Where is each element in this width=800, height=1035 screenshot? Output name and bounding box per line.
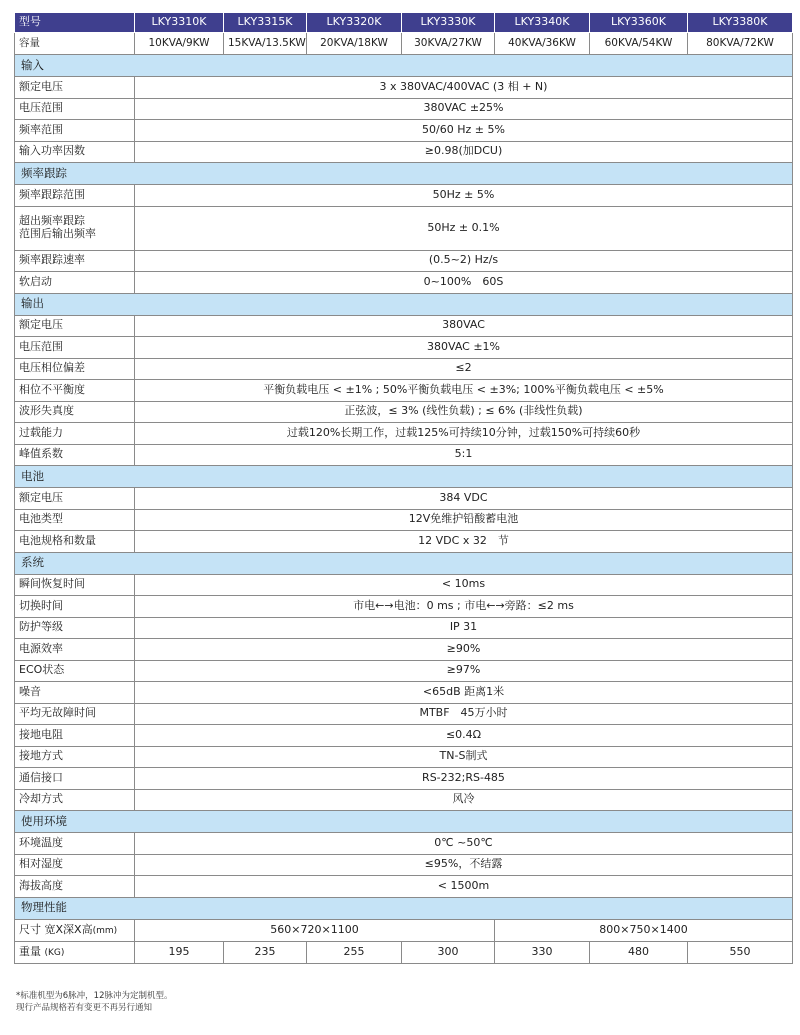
- spec-row: [15, 596, 793, 618]
- spec-label-line: 超出频率跟踪: [19, 214, 85, 228]
- spec-value: TN-S制式: [135, 746, 793, 768]
- spec-label: [15, 185, 135, 207]
- spec-value: 380VAC ±25%: [135, 98, 793, 120]
- spec-value: < 1500m: [135, 876, 793, 898]
- spec-label: [15, 380, 135, 402]
- spec-label: [15, 272, 135, 294]
- spec-value: 过载120%长期工作，过载125%可持续10分钟，过载150%可持续60秒: [135, 423, 793, 445]
- size-label: 尺寸 宽X深X高(mm): [15, 919, 135, 941]
- spec-row: [15, 315, 793, 337]
- spec-label-line: 额定电压: [19, 79, 63, 93]
- section-header: [15, 55, 793, 77]
- capacity-row: [15, 33, 793, 55]
- spec-row: [15, 250, 793, 272]
- spec-label: [15, 315, 135, 337]
- spec-value: 384 VDC: [135, 488, 793, 510]
- spec-value: 380VAC ±1%: [135, 337, 793, 359]
- spec-label: [15, 574, 135, 596]
- spec-value: IP 31: [135, 617, 793, 639]
- model-label: 型号: [15, 13, 135, 33]
- footnote-line: *标准机型为6脉冲，12脉冲为定制机型。: [16, 991, 173, 1001]
- spec-label: [15, 596, 135, 618]
- section-title: 系统: [15, 552, 793, 574]
- spec-label: [15, 531, 135, 553]
- spec-label-line: 噪音: [19, 684, 41, 698]
- spec-label-line: 电池规格和数量: [19, 533, 96, 547]
- spec-label-line: 频率范围: [19, 122, 63, 136]
- spec-value: RS-232;RS-485: [135, 768, 793, 790]
- spec-label: [15, 617, 135, 639]
- spec-label-line: 额定电压: [19, 318, 63, 332]
- spec-label: [15, 876, 135, 898]
- spec-label: [15, 206, 135, 250]
- spec-label-line: 防护等级: [19, 620, 63, 634]
- capacity-value: 80KVA/72KW: [688, 33, 793, 55]
- spec-label-line: 接地方式: [19, 749, 63, 763]
- spec-label-line: 通信接口: [19, 770, 63, 784]
- model-name: LKY3360K: [590, 13, 688, 33]
- spec-row: [15, 833, 793, 855]
- spec-label: [15, 768, 135, 790]
- spec-row: [15, 272, 793, 294]
- spec-value: 50/60 Hz ± 5%: [135, 120, 793, 142]
- spec-label-line: 相位不平衡度: [19, 382, 85, 396]
- model-name: LKY3330K: [402, 13, 495, 33]
- spec-row: [15, 574, 793, 596]
- capacity-value: 20KVA/18KW: [307, 33, 402, 55]
- section-title: 使用环境: [15, 811, 793, 833]
- spec-row: [15, 746, 793, 768]
- section-title: 电池: [15, 466, 793, 488]
- spec-row: [15, 617, 793, 639]
- weight-row: [15, 941, 793, 963]
- spec-value: 3 x 380VAC/400VAC (3 相 + N): [135, 77, 793, 99]
- spec-row: [15, 682, 793, 704]
- spec-table: [14, 12, 793, 964]
- spec-row: [15, 531, 793, 553]
- footnote: [16, 990, 172, 1014]
- spec-row: [15, 703, 793, 725]
- spec-value: 风冷: [135, 789, 793, 811]
- spec-row: [15, 660, 793, 682]
- spec-row: [15, 876, 793, 898]
- spec-value: 0~100% 60S: [135, 272, 793, 294]
- spec-label: [15, 98, 135, 120]
- section-title: 输出: [15, 293, 793, 315]
- spec-value: 0℃ ~50℃: [135, 833, 793, 855]
- spec-row: [15, 185, 793, 207]
- spec-value: 市电←→电池：0 ms ; 市电←→旁路：≤2 ms: [135, 596, 793, 618]
- model-name: LKY3380K: [688, 13, 793, 33]
- spec-label-line: 额定电压: [19, 490, 63, 504]
- capacity-value: 10KVA/9KW: [135, 33, 224, 55]
- spec-label: [15, 725, 135, 747]
- spec-label-line: ECO状态: [19, 663, 65, 677]
- section-header: [15, 552, 793, 574]
- spec-label: [15, 682, 135, 704]
- spec-row: [15, 423, 793, 445]
- spec-row: [15, 488, 793, 510]
- spec-label: [15, 833, 135, 855]
- spec-label: [15, 77, 135, 99]
- spec-label-line: 波形失真度: [19, 404, 74, 418]
- model-name: LKY3340K: [495, 13, 590, 33]
- spec-label-line: 平均无故障时间: [19, 706, 96, 720]
- spec-value: (0.5~2) Hz/s: [135, 250, 793, 272]
- spec-label-line: 瞬间恢复时间: [19, 577, 85, 591]
- spec-label: [15, 660, 135, 682]
- spec-value: 正弦波，≤ 3% (线性负载) ; ≤ 6% (非线性负载): [135, 401, 793, 423]
- section-title: 频率跟踪: [15, 163, 793, 185]
- spec-row: [15, 768, 793, 790]
- weight-value: 255: [307, 941, 402, 963]
- spec-label: [15, 703, 135, 725]
- spec-label: [15, 337, 135, 359]
- spec-label-line: 峰值系数: [19, 447, 63, 461]
- model-name: LKY3315K: [224, 13, 307, 33]
- spec-value: ≤2: [135, 358, 793, 380]
- footnote-line: 现行产品规格若有变更不再另行通知: [16, 1003, 153, 1013]
- spec-label: [15, 789, 135, 811]
- model-name: LKY3320K: [307, 13, 402, 33]
- section-header: [15, 897, 793, 919]
- section-header: [15, 811, 793, 833]
- spec-label: [15, 854, 135, 876]
- spec-label-line: 电压相位偏差: [19, 361, 85, 375]
- spec-row: [15, 401, 793, 423]
- spec-value: MTBF 45万小时: [135, 703, 793, 725]
- spec-label-line: 电池类型: [19, 512, 63, 526]
- capacity-value: 30KVA/27KW: [402, 33, 495, 55]
- spec-label: [15, 509, 135, 531]
- spec-label-line: 范围后输出频率: [19, 227, 96, 240]
- spec-label: [15, 120, 135, 142]
- section-header: [15, 293, 793, 315]
- section-title: 物理性能: [15, 897, 793, 919]
- spec-row: [15, 444, 793, 466]
- spec-row: [15, 789, 793, 811]
- weight-label: 重量 (KG): [15, 941, 135, 963]
- spec-label-line: 电压范围: [19, 101, 63, 115]
- spec-label-line: 接地电阻: [19, 727, 63, 741]
- spec-value: ≤95%，不结露: [135, 854, 793, 876]
- model-name: LKY3310K: [135, 13, 224, 33]
- size-large: 800×750×1400: [495, 919, 793, 941]
- spec-label-line: 电源效率: [19, 641, 63, 655]
- spec-label-line: 频率跟踪范围: [19, 187, 85, 201]
- spec-label-line: 相对湿度: [19, 857, 63, 871]
- size-small: 560×720×1100: [135, 919, 495, 941]
- spec-label-line: 输入功率因数: [19, 144, 85, 158]
- spec-label-line: 频率跟踪速率: [19, 253, 85, 267]
- spec-row: [15, 854, 793, 876]
- spec-value: 50Hz ± 5%: [135, 185, 793, 207]
- spec-label-line: 冷却方式: [19, 792, 63, 806]
- capacity-label: 容量: [15, 33, 135, 55]
- spec-row: [15, 206, 793, 250]
- spec-label: [15, 423, 135, 445]
- spec-label-line: 电压范围: [19, 339, 63, 353]
- spec-value: 平衡负载电压 < ±1% ; 50%平衡负载电压 < ±3%; 100%平衡负载电压 < ±5%: [135, 380, 793, 402]
- spec-label: [15, 358, 135, 380]
- spec-row: [15, 141, 793, 163]
- capacity-value: 15KVA/13.5KW: [224, 33, 307, 55]
- spec-value: ≥90%: [135, 639, 793, 661]
- spec-label-line: 切换时间: [19, 598, 63, 612]
- spec-value: ≥97%: [135, 660, 793, 682]
- spec-label: [15, 488, 135, 510]
- capacity-value: 40KVA/36KW: [495, 33, 590, 55]
- spec-value: 380VAC: [135, 315, 793, 337]
- spec-label: [15, 250, 135, 272]
- spec-value: 5:1: [135, 444, 793, 466]
- spec-row: [15, 725, 793, 747]
- spec-label-line: 环境温度: [19, 835, 63, 849]
- spec-label: [15, 401, 135, 423]
- spec-row: [15, 77, 793, 99]
- spec-row: [15, 639, 793, 661]
- spec-value: ≥0.98(加DCU): [135, 141, 793, 163]
- spec-value: < 10ms: [135, 574, 793, 596]
- spec-value: 12 VDC x 32 节: [135, 531, 793, 553]
- size-row: [15, 919, 793, 941]
- weight-value: 235: [224, 941, 307, 963]
- spec-label-line: 海拔高度: [19, 878, 63, 892]
- capacity-value: 60KVA/54KW: [590, 33, 688, 55]
- spec-value: ≤0.4Ω: [135, 725, 793, 747]
- spec-row: [15, 380, 793, 402]
- model-header-row: [15, 13, 793, 33]
- spec-value: 12V免维护铅酸蓄电池: [135, 509, 793, 531]
- weight-value: 330: [495, 941, 590, 963]
- spec-value: 50Hz ± 0.1%: [135, 206, 793, 250]
- spec-row: [15, 358, 793, 380]
- spec-value: <65dB 距离1米: [135, 682, 793, 704]
- section-header: [15, 163, 793, 185]
- section-header: [15, 466, 793, 488]
- spec-label: [15, 746, 135, 768]
- spec-label-line: 过载能力: [19, 425, 63, 439]
- spec-label-line: 软启动: [19, 274, 52, 288]
- spec-row: [15, 509, 793, 531]
- spec-label: [15, 141, 135, 163]
- weight-value: 480: [590, 941, 688, 963]
- weight-value: 300: [402, 941, 495, 963]
- spec-row: [15, 120, 793, 142]
- spec-label: [15, 639, 135, 661]
- weight-value: 550: [688, 941, 793, 963]
- spec-label: [15, 444, 135, 466]
- spec-row: [15, 337, 793, 359]
- weight-value: 195: [135, 941, 224, 963]
- spec-row: [15, 98, 793, 120]
- section-title: 输入: [15, 55, 793, 77]
